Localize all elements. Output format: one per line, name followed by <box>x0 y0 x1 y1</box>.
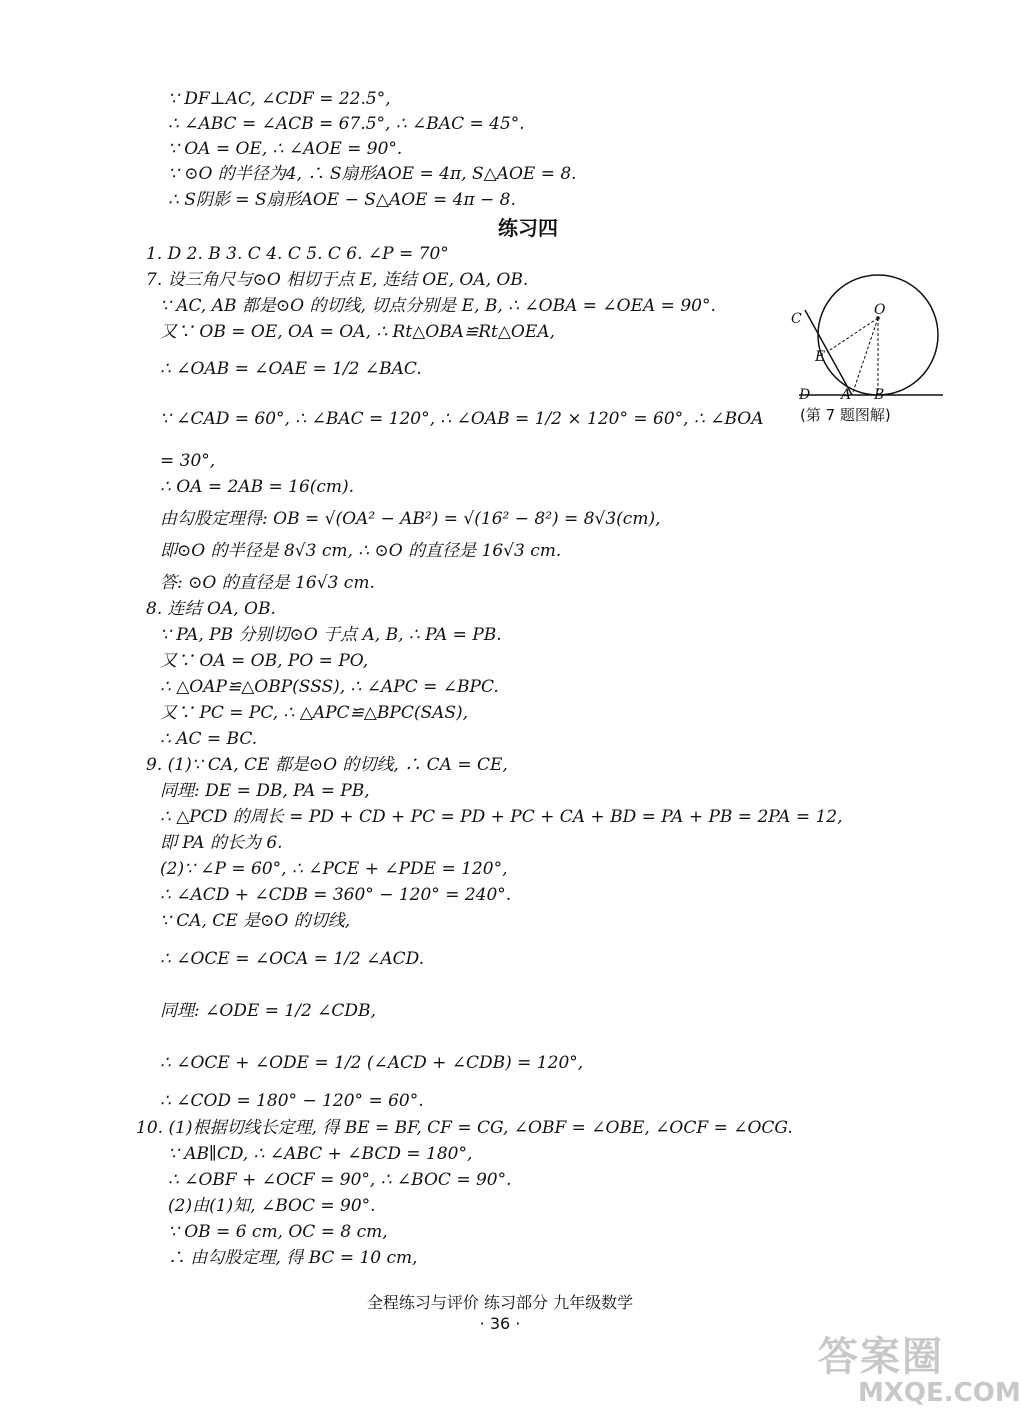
text-line: 1. D 2. B 3. C 4. C 5. C 6. ∠P = 70° <box>146 244 449 264</box>
text-line: ∴ △OAP≌△OBP(SSS), ∴ ∠APC = ∠BPC. <box>160 677 499 697</box>
text-line: ∵ ⊙O 的半径为4, ∴ S扇形AOE = 4π, S△AOE = 8. <box>168 164 577 184</box>
label-c: C <box>791 311 802 327</box>
text-line: = 30°, <box>160 451 216 471</box>
label-e: E <box>815 349 826 365</box>
text-line: 同理: ∠ODE = 1/2 ∠CDB, <box>160 1001 376 1021</box>
footer-series: 全程练习与评价 练习部分 九年级数学 <box>366 1293 634 1312</box>
text-line: 又∵ OB = OE, OA = OA, ∴ Rt△OBA≌Rt△OEA, <box>160 322 555 342</box>
text-line: ∵ AC, AB 都是⊙O 的切线, 切点分别是 E, B, ∴ ∠OBA = ∠OEA = 90°. <box>160 296 716 316</box>
text-line: 7. 设三角尺与⊙O 相切于点 E, 连结 OE, OA, OB. <box>146 270 529 290</box>
text-line: ∵ OB = 6 cm, OC = 8 cm, <box>168 1222 388 1242</box>
text-line: 9. (1)∵ CA, CE 都是⊙O 的切线, ∴ CA = CE, <box>146 755 508 775</box>
tangent-line-ca <box>805 310 852 395</box>
text-line: ∴ ∠OBF + ∠OCF = 90°, ∴ ∠BOC = 90°. <box>168 1170 512 1190</box>
text-line: ∴ OA = 2AB = 16(cm). <box>160 477 355 497</box>
label-a: A <box>841 387 852 403</box>
text-line: ∵ AB∥CD, ∴ ∠ABC + ∠BCD = 180°, <box>168 1144 473 1164</box>
text-line: ∴ 由勾股定理, 得 BC = 10 cm, <box>168 1248 418 1268</box>
text-line: ∵ CA, CE 是⊙O 的切线, <box>160 911 351 931</box>
text-line: 8. 连结 OA, OB. <box>146 599 276 619</box>
text-line: ∵ DF⊥AC, ∠CDF = 22.5°, <box>168 89 391 109</box>
text-line: ∴ ∠COD = 180° − 120° = 60°. <box>160 1091 424 1111</box>
text-line: 即⊙O 的半径是 8√3 cm, ∴ ⊙O 的直径是 16√3 cm. <box>160 541 562 561</box>
text-line: 又∵ PC = PC, ∴ △APC≌△BPC(SAS), <box>160 703 469 723</box>
text-line: 答: ⊙O 的直径是 16√3 cm. <box>160 573 375 593</box>
text-line: ∴ S阴影 = S扇形AOE − S△AOE = 4π − 8. <box>168 190 516 210</box>
text-line: ∴ ∠ACD + ∠CDB = 360° − 120° = 240°. <box>160 885 512 905</box>
text-line: (2)∵ ∠P = 60°, ∴ ∠PCE + ∠PDE = 120°, <box>160 859 508 879</box>
text-line: ∴ AC = BC. <box>160 729 258 749</box>
label-d: D <box>799 387 811 403</box>
text-line: ∴ ∠OCE + ∠ODE = 1/2 (∠ACD + ∠CDB) = 120°, <box>160 1053 584 1073</box>
text-line: ∵ PA, PB 分别切⊙O 于点 A, B, ∴ PA = PB. <box>160 625 502 645</box>
text-line: ∴ ∠OCE = ∠OCA = 1/2 ∠ACD. <box>160 949 425 969</box>
text-line: ∴ ∠ABC = ∠ACB = 67.5°, ∴ ∠BAC = 45°. <box>168 114 525 134</box>
label-b: B <box>874 387 885 403</box>
figure-caption: (第 7 题图解) <box>800 406 891 424</box>
watermark-url: MXQE.COM <box>858 1378 1021 1408</box>
page-number: · 36 · <box>479 1314 521 1333</box>
text-line: 同理: DE = DB, PA = PB, <box>160 781 370 801</box>
watermark-logo: 答案圈 <box>818 1334 944 1380</box>
text-line: (2)由(1)知, ∠BOC = 90°. <box>168 1196 376 1216</box>
text-line: 10. (1)根据切线长定理, 得 BE = BF, CF = CG, ∠OBF = ∠OBE, ∠OCF = ∠OCG. <box>136 1118 793 1138</box>
text-line: ∵ OA = OE, ∴ ∠AOE = 90°. <box>168 139 403 159</box>
text-line: 即 PA 的长为 6. <box>160 833 283 853</box>
label-o: O <box>874 302 886 318</box>
section-title: 练习四 <box>498 216 558 240</box>
problem-7-figure <box>785 268 955 403</box>
text-line: ∵ ∠CAD = 60°, ∴ ∠BAC = 120°, ∴ ∠OAB = 1/2 × 120° = 60°, ∴ ∠BOA <box>160 409 764 429</box>
segment-oe <box>827 318 878 352</box>
text-line: 由勾股定理得: OB = √(OA² − AB²) = √(16² − 8²) = 8√3(cm), <box>160 509 661 529</box>
segment-oa <box>852 318 878 395</box>
text-line: ∴ ∠OAB = ∠OAE = 1/2 ∠BAC. <box>160 359 422 379</box>
text-line: 又∵ OA = OB, PO = PO, <box>160 651 369 671</box>
text-line: ∴ △PCD 的周长 = PD + CD + PC = PD + PC + CA + BD = PA + PB = 2PA = 12, <box>160 807 843 827</box>
